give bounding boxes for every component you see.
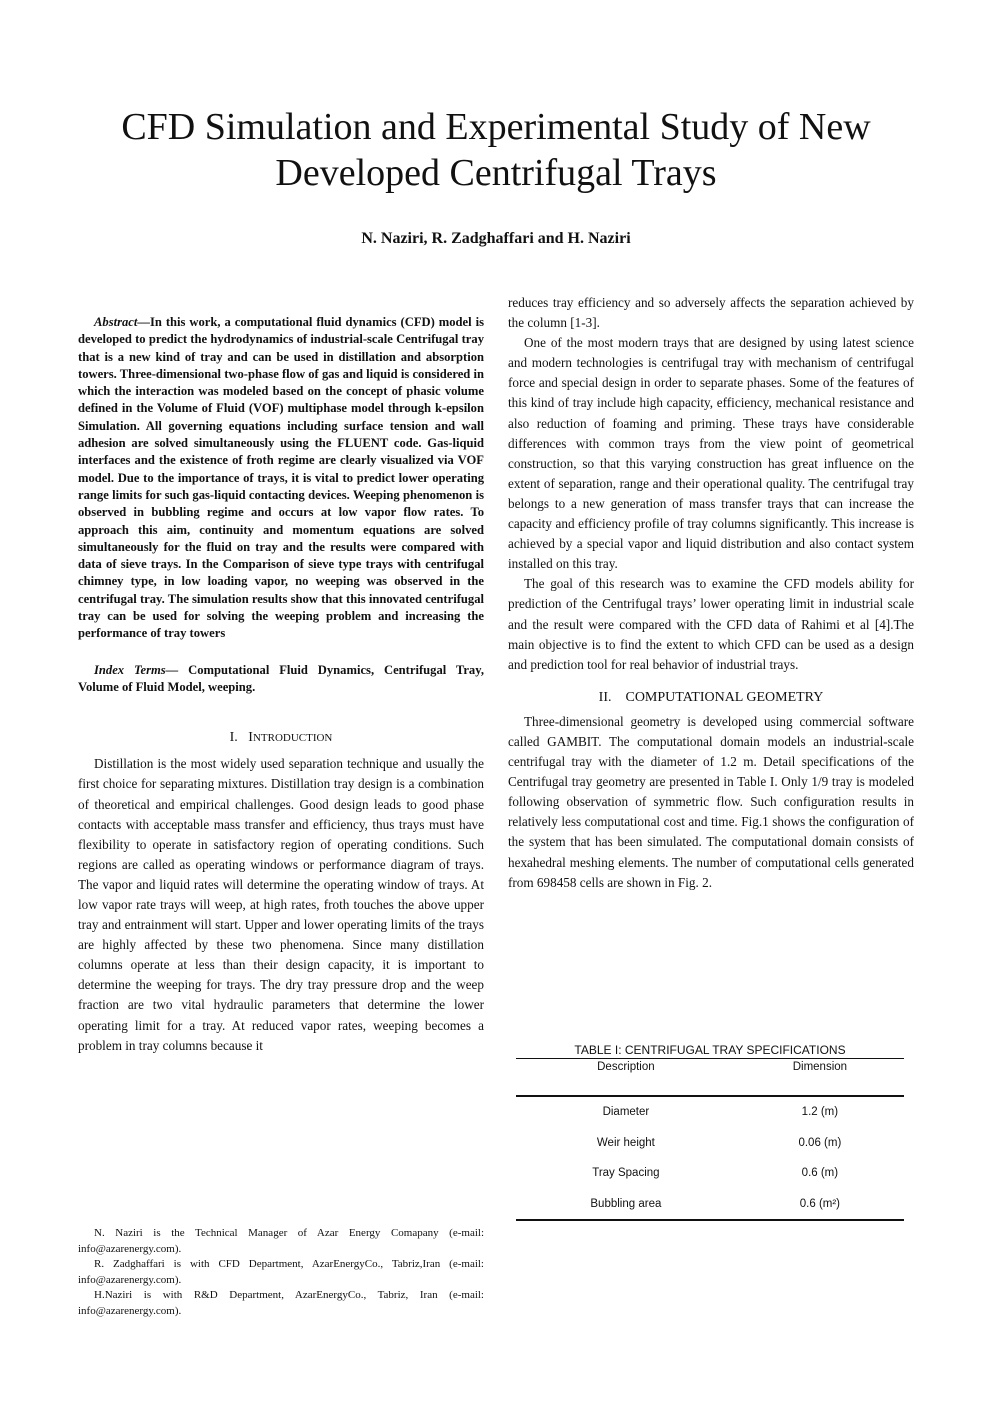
table-header-row: [516, 1059, 904, 1097]
footnote: H.Naziri is with R&D Department, AzarEnergyCo., Tabriz, Iran (e-mail: info@azarenergy.com).: [78, 1289, 484, 1317]
table-cell: 0.6 (m²): [736, 1189, 904, 1221]
index-terms: [78, 662, 484, 697]
author-list: N. Naziri, R. Zadghaffari and H. Naziri: [361, 230, 631, 247]
index-terms-label: Index Terms—: [94, 662, 179, 677]
table-row: [516, 1096, 904, 1128]
specifications-table: [516, 1058, 904, 1221]
table-cell: Tray Spacing: [592, 1167, 660, 1180]
table-cell: 1.2 (m): [801, 1106, 839, 1119]
table-caption: TABLE I: CENTRIFUGAL TRAY SPECIFICATIONS: [574, 1043, 846, 1057]
table-cell: 0.6 (m): [801, 1167, 839, 1180]
table-header-cell: Description: [516, 1059, 736, 1097]
table-row: [516, 1189, 904, 1221]
abstract-label: Abstract—: [94, 315, 150, 329]
abstract: [78, 314, 484, 643]
geometry-paragraph: Three-dimensional geometry is developed using commercial software called GAMBIT. The computational domain models an industrial-scale centrifugal tray with the diameter of 1.2 m. Detail specifications of the Centrifugal tray geometry are presented in Table I. Only 1/9 tray is modeled following observation of symmetric flow. Such configuration results in relatively less computational cost and time. Fig.1 shows the configuration of the system that has been simulated. The computational domain consists of hexahedral meshing elements. The number of computational cells generated from 698458 cells are shown in Fig. 2.: [508, 713, 914, 890]
footnote: N. Naziri is the Technical Manager of Azar Energy Comapany (e-mail: info@azarenergy.com).: [78, 1227, 484, 1255]
right-column: [508, 293, 914, 893]
section-number: II.: [598, 689, 612, 705]
paper-title: CFD Simulation and Experimental Study of New Developed Centrifugal Trays: [121, 106, 871, 194]
table-cell: Weir height: [596, 1136, 655, 1149]
footnote: R. Zadghaffari is with CFD Department, AzarEnergyCo., Tabriz,Iran (e-mail: info@azarenergy.com).: [78, 1258, 484, 1286]
table-row: [516, 1128, 904, 1159]
table-row: [516, 1158, 904, 1189]
index-terms-text: Computational Fluid Dynamics, Centrifugal Tray, Volume of Fluid Model, weeping.: [78, 662, 484, 694]
section-heading-introduction: [78, 728, 484, 748]
section-heading-computational-geometry: [508, 688, 914, 708]
section-title: COMPUTATIONAL GEOMETRY: [625, 689, 824, 705]
table-cell: Bubbling area: [516, 1189, 736, 1221]
abstract-text: In this work, a computational fluid dynamics (CFD) model is developed to predict the hydrodynamics of industrial-scale Centrifugal tray that is a new kind of tray and can be used in distillation and absorption towers. Three-dimensional two-phase flow of gas and liquid is considered in which the interaction was modeled based on the concept of phasic volume defined in the Volume of Fluid (VOF) multiphase model through k-epsilon Simulation. All governing equations including surface tension and wall adhesion are solved simultaneously using the FLUENT code. Gas-liquid interfaces and the existence of froth regime are clearly visualized via VOF model. Due to the importance of trays, it is vital to predict lower operating range limits for such gas-liquid contacting devices. Weeping phenomenon is observed in bubbling regime and occurs at low vapor flow rates. To approach this aim, continuity and momentum equations are solved simultaneously for the fluid on tray and the results were compared with data of sieve trays. In the Comparison of sieve type trays with centrifugal chimney type, in low loading vapor, no weeping was observed in the centrifugal tray. The simulation results show that this innovated centrifugal tray can be used for solving the weeping problem and increasing the performance of tray towers: [78, 315, 484, 641]
section-title-initial: I: [248, 730, 253, 746]
intro-paragraph: Distillation is the most widely used separation technique and usually the first choice for separating mixtures. Distillation tray design is a combination of theoretical and empirical challenges. Good design leads to good phase contacts with acceptable mass transfer and efficiency, thus trays must have flexibility to operate in satisfactory region of operating conditions. Such regions are called as operating windows or performance diagram of trays. The vapor and liquid rates will determine the operating window of trays. At low vapor rate trays will weep, at high rates, froth touches the above upper tray and entrainment will start. Upper and lower operating limits of the trays are highly affected by these two phenomena. Since many distillation columns operate at less than their design capacity, it is important to determine the weeping for trays. The dry tray pressure drop and the weep fraction are two vital hydraulic parameters that determine the lower operating limit for a tray. At reduced vapor rates, weeping becomes a problem in tray columns because it: [78, 756, 484, 1053]
table-header-cell: Dimension: [736, 1059, 904, 1097]
section-number: I.: [229, 730, 238, 746]
left-column: [78, 314, 484, 1056]
body-paragraph: One of the most modern trays that are designed by using latest science and modern technologies is centrifugal tray with mechanism of centrifugal force and special design in order to separate phases. Some of the features of this kind of tray include high capacity, efficiency, mechanical resistance and also reduction of foaming and priming. These trays have considerable differences with common trays from the view point of geometrical construction, so that this varying construction has great influence on the extent of separation, range and their operational quality. The centrifugal tray belongs to a new generation of mass transfer trays that can increase the capacity and efficiency profile of tray columns significantly. This increase is achieved by a special vapor and liquid distribution and also contact system installed on this tray.: [508, 335, 914, 572]
body-paragraph-continued: reduces tray efficiency and so adversely affects the separation achieved by the column [1-3].: [508, 295, 914, 331]
body-paragraph: The goal of this research was to examine the CFD models ability for prediction of the Centrifugal trays’ lower operating limit in industrial scale and the result were compared with the CFD data of Rahimi et al [4].The main objective is to find the extent to which CFD can be used as a design and prediction tool for real behavior of industrial trays.: [508, 576, 914, 672]
footnotes: [78, 1226, 484, 1319]
table-cell: 0.06 (m): [798, 1136, 842, 1149]
section-title-rest: NTRODUCTION: [252, 732, 333, 745]
table-cell: Diameter: [602, 1106, 650, 1119]
